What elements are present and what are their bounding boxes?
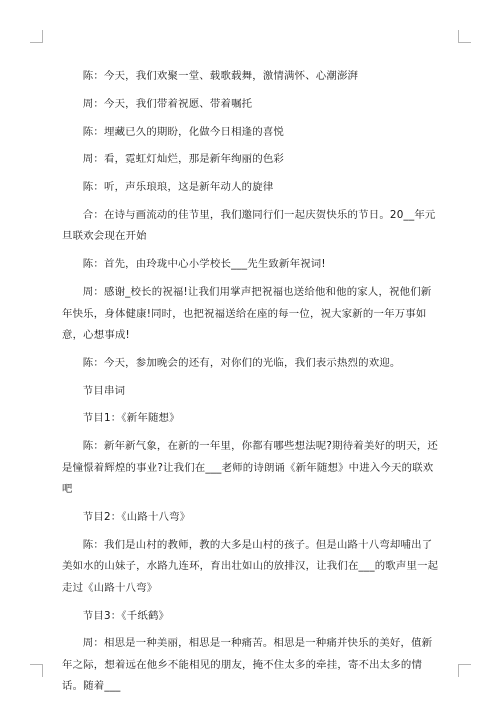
dialogue-line: 周：感谢_校长的祝福!让我们用掌声把祝福也送给他和他的家人，祝他们新年快乐，身体健康!同时，也把祝福送给在座的每一位，祝大家新的一年万事如意，心想事成! <box>62 286 432 342</box>
crop-mark-top-right <box>458 30 471 43</box>
dialogue-line: 陈：听，声乐琅琅，这是新年动人的旋律 <box>82 181 274 194</box>
crop-mark-top-left <box>30 30 43 43</box>
dialogue-line: 陈：今天，参加晚会的还有，对你们的光临，我们表示热烈的欢迎。 <box>82 356 401 369</box>
dialogue-line: 陈：今天，我们欢聚一堂、载歌载舞，激情满怀、心潮澎湃 <box>82 70 359 82</box>
dialogue-line: 合：在诗与画流动的佳节里，我们邀同行们一起庆贺快乐的节日。20__年元旦联欢会现在开始 <box>62 208 436 243</box>
dialogue-line: 周：相思是一种美丽，相思是一种痛苦。相思是一种痛并快乐的美好，值新年之际，想着远在他乡不能相见的朋友，掩不住太多的牵挂，寄不出太多的情话。随着___ <box>62 637 433 693</box>
program-title: 节目3：《千纸鹤》 <box>82 609 170 622</box>
document-page <box>62 66 440 696</box>
crop-mark-bottom-right <box>458 664 471 677</box>
program-title: 节目1：《新年随想》 <box>82 412 180 425</box>
dialogue-line: 陈：新年新气象，在新的一年里，你都有哪些想法呢?期待着美好的明天，还是憧憬着辉煌的事业?让我们在___老师的诗朗诵《新年随想》中进入今天的联欢吧 <box>62 440 438 496</box>
section-heading: 节目串词 <box>82 384 126 397</box>
crop-mark-bottom-left <box>30 664 43 677</box>
dialogue-line: 陈：我们是山村的教师，教的大多是山村的孩子。但是山路十八弯却哺出了美如水的山妹子，水路九连环，育出壮如山的放排汉，让我们在___的歌声里一起走过《山路十八弯》 <box>62 538 439 594</box>
dialogue-line: 周：今天，我们带着祝愿、带着嘱托 <box>82 97 253 110</box>
program-title: 节目2：《山路十八弯》 <box>82 511 191 524</box>
dialogue-line: 陈：埋藏已久的期盼，化做今日相逢的喜悦 <box>82 125 285 138</box>
dialogue-line: 陈：首先，由玲珑中心小学校长___先生致新年祝词! <box>82 258 326 271</box>
dialogue-line: 周：看，霓虹灯灿烂，那是新年绚丽的色彩 <box>82 153 285 166</box>
